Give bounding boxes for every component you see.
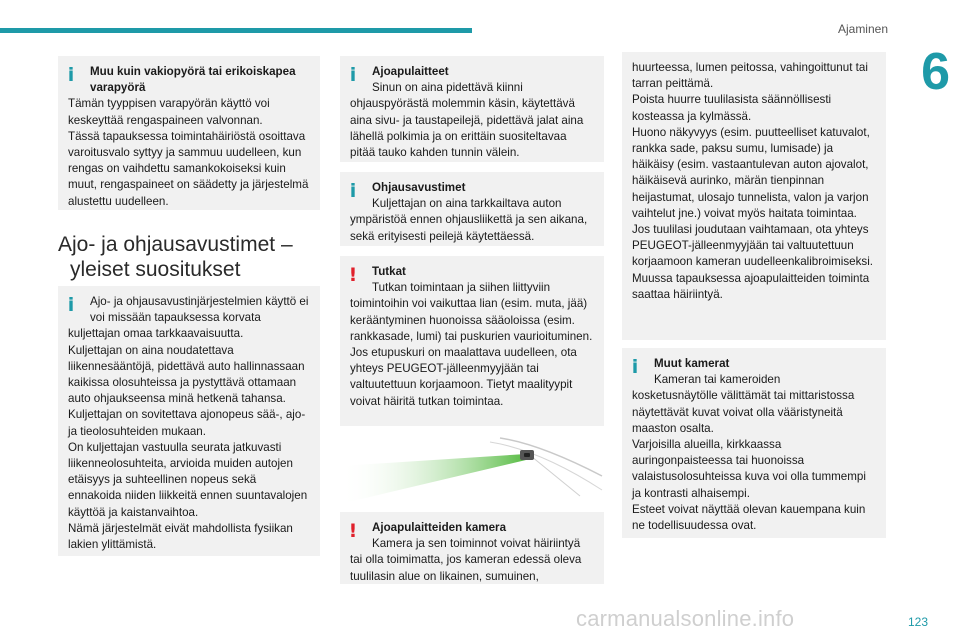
warning-body: huurteessa, lumen peitossa, vahingoittunut tai tarran peittämä. Poista huurre tuulilasista säännöllisesti kosteassa ja kylmässä. Huono näkyvyys (esim. puutteelliset katuvalot, rankka sade, paksu sumu, lumisade) ja häikäisy (esim. vastaantulevan auton ajovalot, häikäisevä aurinko, märän tienpinnan heijastumat, ulosajo tunnelista, valon ja varjon vaihtelut jne.) voivat myös haitata toimintaa. Jos tuulilasi joudutaan vaihtamaan, ota yhteys PEUGEOT-jälleenmyyjään tai valtuutettuun korjaamoon kameran uudelleenkalibroimiseksi. Muussa tapauksessa ajoapulaitteiden toiminta saattaa häiriintyä. [632, 61, 874, 301]
note-lead: Kameran tai kameroiden [654, 373, 781, 387]
camera-field-of-view-graphic [340, 436, 604, 504]
note-box-general [58, 286, 320, 556]
note-title: Muu kuin vakiopyörä tai erikoiskapea varapyörä [90, 65, 296, 95]
warning-body: toimintoihin voi vaikuttaa lian (esim. muta, jää) kerääntyminen huonoissa sääoloissa (esim. rankkasade, lumi) tai puskurien vaurioituminen. Jos etupuskuri on maalattava uudelleen, ota yhteys PEUGEOT-jälleenmyyjään tai valtuutettuun korjaamoon. Tietyt maalityypit voivat häiritä tutkan toimintaa. [350, 297, 593, 408]
warning-box-radars [340, 256, 604, 426]
heading-line-1: Ajo- ja ohjausavustimet – [58, 233, 293, 256]
note-body: Tämän tyyppisen varapyörän käyttö voi keskeyttää rengaspaineen valvonnan. Tässä tapauksessa toimintahäiriöstä osoittava varoitusvalo syttyy ja sammuu uudelleen, kun rengas on vaihdettu samankokoiseksi kuin muut, rengaspaineet on säädetty ja järjestelmä alustettu uudelleen. [68, 97, 309, 208]
warning-icon: ! [348, 264, 358, 286]
warning-lead: Kamera ja sen toiminnot voivat häiriintyä [372, 537, 581, 551]
header-accent-bar [0, 28, 472, 33]
info-icon: i [349, 180, 357, 202]
chapter-number: 6 [921, 43, 950, 101]
heading-line-2: yleiset suositukset [70, 258, 241, 281]
note-title: Ohjausavustimet [372, 181, 466, 194]
warning-title: Tutkat [372, 265, 406, 278]
warning-box-camera [340, 512, 604, 584]
note-title: Muut kamerat [654, 357, 730, 370]
windscreen-camera-illustration [340, 436, 604, 504]
watermark: carmanualsonline.info [576, 606, 795, 631]
info-icon: i [631, 356, 639, 378]
section-heading [58, 232, 328, 282]
page-number: 123 [907, 615, 928, 629]
note-box-steering-aids [340, 172, 604, 246]
note-lead: Sinun on aina pidettävä kiinni [372, 81, 523, 95]
note-lead: Kuljettajan on aina tarkkailtava auton [372, 197, 562, 211]
warning-body: tai olla toimimatta, jos kameran edessä oleva tuulilasin alue on likainen, sumuinen, [350, 553, 582, 583]
warning-title: Ajoapulaitteiden kamera [372, 521, 507, 534]
warning-lead: Tutkan toimintaan ja siihen liittyviin [372, 281, 551, 295]
warning-box-camera-continued [622, 52, 886, 340]
info-icon: i [349, 64, 357, 86]
note-box-other-cameras [622, 348, 886, 538]
note-body: ympäristöä ennen ohjausliikettä ja sen aikana, sekä erityisesti peilejä käytettäessä. [350, 213, 588, 243]
warning-icon: ! [348, 520, 358, 542]
section-title: Ajaminen [837, 22, 888, 36]
info-icon: i [67, 64, 75, 86]
note-box-spare-wheel [58, 56, 320, 210]
note-box-driving-aids [340, 56, 604, 162]
note-body: ohjauspyörästä molemmin käsin, käytettävä aina sivu- ja taustapeilejä, pidettävä jalat aina lähellä polkimia ja on erittäin suositeltavaa pitää tauko kahden tunnin välein. [350, 97, 584, 160]
note-body: kuljettajan omaa tarkkaavaisuutta. Kuljettajan on aina noudatettava liikennesääntöjä, pidettävä auto hallinnassaan kaikissa olosuhteissa ja pystyttävä ottamaan auto ohjaukseensa minä hetkenä tahansa. Kuljettajan on sovitettava ajonopeus sää-, ajo- ja tieolosuhteiden mukaan. On kuljettajan vastuulla seurata jatkuvasti liikenneolosuhteita, arvioida muiden autojen etäisyys ja suhteellinen nopeus sekä ennakoida niiden liikkeitä ennen suuntavalojen käyttöä ja kaistanvaihtoa. Nämä järjestelmät eivät mahdollista fysiikan lakien ylittämistä. [68, 327, 308, 552]
note-body: kosketusnäytölle välittämät tai mittaristossa näytettävät kuvat voivat olla vääristyneitä maaston osalta. Varjoisilla alueilla, kirkkaassa auringonpaisteessa tai huonoissa valaistusolosuhteissa kuva voi olla tummempi ja kontrasti alhaisempi. Esteet voivat näyttää olevan kauempana kuin ne todellisuudessa ovat. [632, 389, 866, 533]
note-lead: Ajo- ja ohjausavustinjärjestelmien käyttö ei voi missään tapauksessa korvata [90, 295, 309, 325]
info-icon: i [67, 294, 75, 316]
note-title: Ajoapulaitteet [372, 65, 449, 78]
